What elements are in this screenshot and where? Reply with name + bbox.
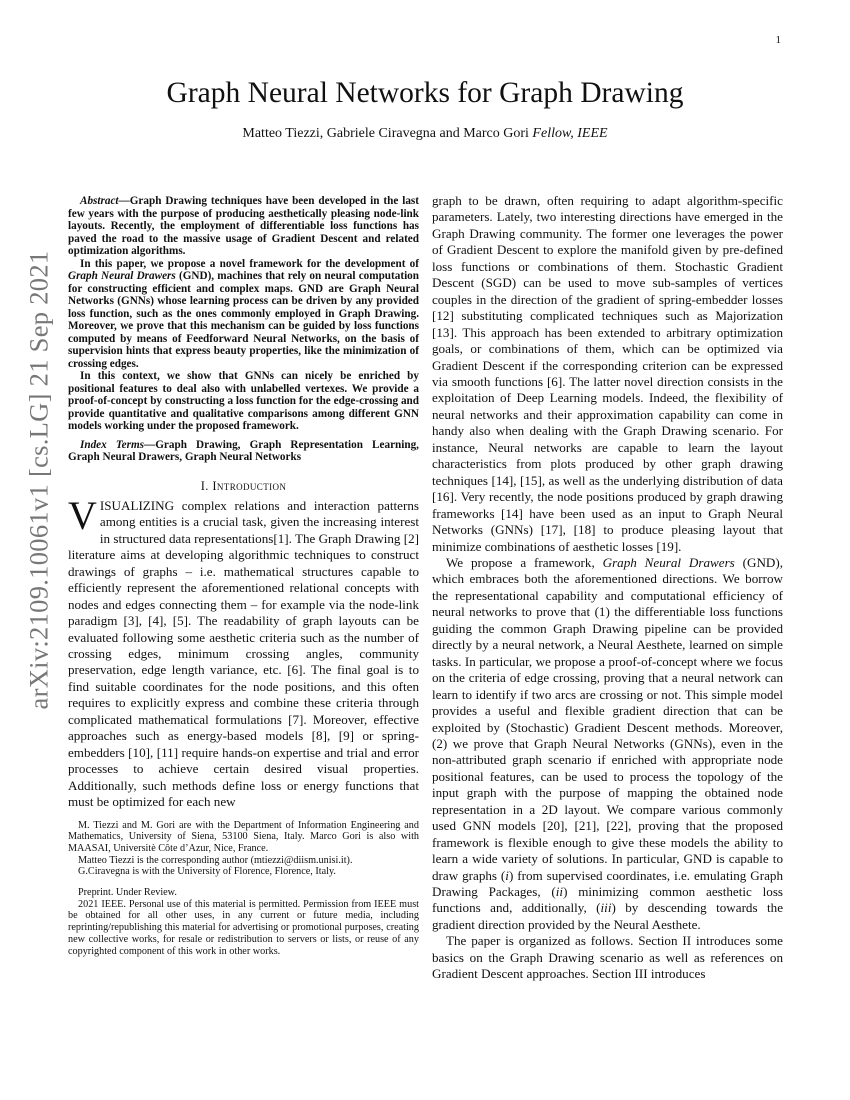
p2-b: (GND), which embraces both the aforementioned directions. We borrow the representational capability and computational efficiency of neural networks to prove that (1) the differentiable loss functions guiding the common Graph Drawing pipeline can be provided directly by a neural network, a Neural Aesthete, learned on simple tasks. In particular, we propose a proof-of-concept where we focus on the criteria of edge crossing, proving that a neural network can learn to identify if two arcs are crossing or not. This simple model provides a useful and flexible gradient direction that can be exploited by (Stochastic) Gradient Descent methods. Moreover, (2) we prove that Graph Neural Networks (GNNs), even in the non-attributed graph scenario if enriched with appropriate node positional features, can be used to process the topology of the input graph with the purpose of mapping the obtained node representation in a 2D layout. We compare various commonly used GNN models [20], [21], [22], proving that the proposed framework is flexible enough to give these models the ability to learn a wide variety of solutions. In particular, GND is capable to draw graphs (	[432, 554, 784, 883]
intro-paragraph	[68, 492, 419, 811]
abstract-p3: In this context, we show that GNNs can nicely be enriched by positional features to deal also with unlabelled vertexes. We provide a proof-of-concept by constructing a loss function for the edge-crossing and provide quantitative and qualitative comparisons among different GNN models working under the proposed framework.	[68, 370, 419, 432]
right-paragraph-3: The paper is organized as follows. Section II introduces some basics on the Graph Drawing scenario as well as references on Gradient Descent approaches. Section III introduces	[432, 933, 783, 982]
footnotes	[68, 820, 419, 958]
abstract-label: Abstract	[80, 195, 119, 207]
intro-text: ISUALIZING complex relations and interaction patterns among entities is a crucial task, given the increasing interest in structured data representations[1]. The Graph Drawing [2] literature aims at developing algorithmic techniques to construct drawings of graphs – i.e. mathematical structures capable to efficiently represent the aforementioned relational concepts with nodes and edges connecting them – for example via the node-link paradigm [3], [4], [5]. The readability of graph layouts can be evaluated following some aesthetic criteria such as the number of crossing edges, minimum crossing angles, community preservation, edge length variance, etc. [6]. The final goal is to find suitable coordinates for the node positions, and this often requires to explicitly express and combine these criteria through complicated mathematical formulations [7]. Moreover, effective approaches such as energy-based models [8], [9] or spring-embedders [10], [11] require hands-on expertise and trial and error processes to achieve certain desired visual properties. Additionally, such methods define loss or energy functions that must be optimized for each new	[68, 497, 419, 810]
page-number: 1	[775, 34, 781, 46]
p2-ii: ii	[555, 884, 564, 900]
left-column	[68, 195, 419, 957]
p2-i: i	[505, 867, 509, 883]
abstract-p2	[68, 258, 419, 371]
p2-d: ) minimizing common aesthetic loss functions and, additionally, (	[432, 884, 784, 916]
p2-e: ) by descending towards the gradient direction provided by the Neural Aesthete.	[432, 900, 784, 932]
footnote-copyright: 2021 IEEE. Personal use of this material is permitted. Permission from IEEE must be obtained for all other uses, in any current or future media, including reprinting/republishing this material for advertising or promotional purposes, creating new collective works, for resale or redistribution to servers or lists, or reuse of any copyrighted component of this work in other works.	[68, 898, 419, 957]
paper-title: Graph Neural Networks for Graph Drawing	[166, 77, 684, 109]
author-fellow: Fellow, IEEE	[532, 126, 608, 141]
author-names: Matteo Tiezzi, Gabriele Ciravegna and Marco Gori	[242, 126, 533, 141]
index-terms-text: —Graph Drawing, Graph Representation Learning, Graph Neural Drawers, Graph Neural Networks	[68, 438, 419, 463]
right-paragraph-2	[432, 555, 783, 933]
right-column	[432, 193, 783, 983]
abstract-p2-b: (GND), machines that rely on neural computation for constructing efficient and complex maps. GND are Graph Neural Networks (GNNs) whose learning process can be driven by any provided loss function, such as the ones commonly employed in Graph Drawing. Moreover, we prove that this mechanism can be guided by loss functions computed by means of Feedforward Neural Networks, on the basis of supervision hints that express beauty properties, like the minimization of crossing edges.	[68, 270, 420, 370]
footnote-affiliations: M. Tiezzi and M. Gori are with the Department of Information Engineering and Mathematics, University of Siena, 53100 Siena, Italy. Marco Gori is also with MAASAI, Universitè Côte d’Azur, Nice, France.	[68, 819, 419, 854]
p2-em: Graph Neural Drawers	[602, 554, 735, 570]
abstract	[68, 195, 419, 433]
abstract-p2-a: In this paper, we propose a novel framework for the development of	[80, 257, 419, 270]
p2-c: ) from supervised coordinates, i.e. emulating Graph Drawing Packages, (	[432, 867, 783, 900]
section-heading	[68, 478, 419, 494]
paper-authors	[0, 126, 850, 142]
p2-a: We propose a framework,	[446, 554, 603, 570]
section-title: Introduction	[212, 478, 287, 493]
footnote-ciravegna: G.Ciravegna is with the University of Florence, Florence, Italy.	[78, 866, 336, 878]
index-terms	[68, 439, 419, 464]
abstract-p1-text: —Graph Drawing techniques have been developed in the last few years with the purpose of producing aesthetically pleasing node-link layouts. Recently, the employment of differentiable loss functions has paved the road to the massive usage of Gradient Descent and related optimization algorithms.	[68, 195, 419, 257]
footnote-corresponding: Matteo Tiezzi is the corresponding author (mtiezzi@diism.unisi.it).	[78, 854, 353, 866]
abstract-p1	[68, 195, 419, 258]
p2-iii: iii	[600, 900, 612, 916]
arxiv-stamp: arXiv:2109.10061v1 [cs.LG] 21 Sep 2021	[23, 250, 54, 710]
right-paragraph-1: graph to be drawn, often requiring to adapt algorithm-specific parameters. Lately, two interesting directions have emerged in the Graph Drawing community. The former one leverages the power of Gradient Descent to explore the manifold given by pre-defined loss functions or combinations of them. Stochastic Gradient Descent (SGD) can be used to move sub-samples of vertices couples in the direction of the gradient of spring-embedder losses [12] substituting complicated techniques such as Majorization [13]. This approach has been extended to arbitrary optimization goals, or combinations of them, which can be optimized via Gradient Descent if the corresponding criterion can be expressed via smooth functions [6]. The latter novel direction consists in the exploitation of Deep Learning models. Indeed, the flexibility of neural networks and their approximation capability can come in handy also when dealing with the Graph Drawing scenario. For instance, Neural networks are capable to learn the layout characteristics from plots produced by other graph drawing techniques [14], [15], as well as the underlying distribution of data [16]. Very recently, the node positions produced by graph drawing frameworks [14] have been used as an input to Graph Neural Networks (GNNs) [17], [18] to produce pleasing layout that minimize combinations of aesthetic losses [19].	[432, 193, 783, 554]
abstract-p2-em: Graph Neural Drawers	[68, 270, 176, 282]
arxiv-sidebar	[4, 250, 74, 710]
footnote-preprint: Preprint. Under Review.	[78, 887, 177, 899]
index-terms-label: Index Terms	[80, 438, 145, 451]
section-number: I.	[200, 478, 213, 493]
dropcap: V	[68, 492, 97, 538]
